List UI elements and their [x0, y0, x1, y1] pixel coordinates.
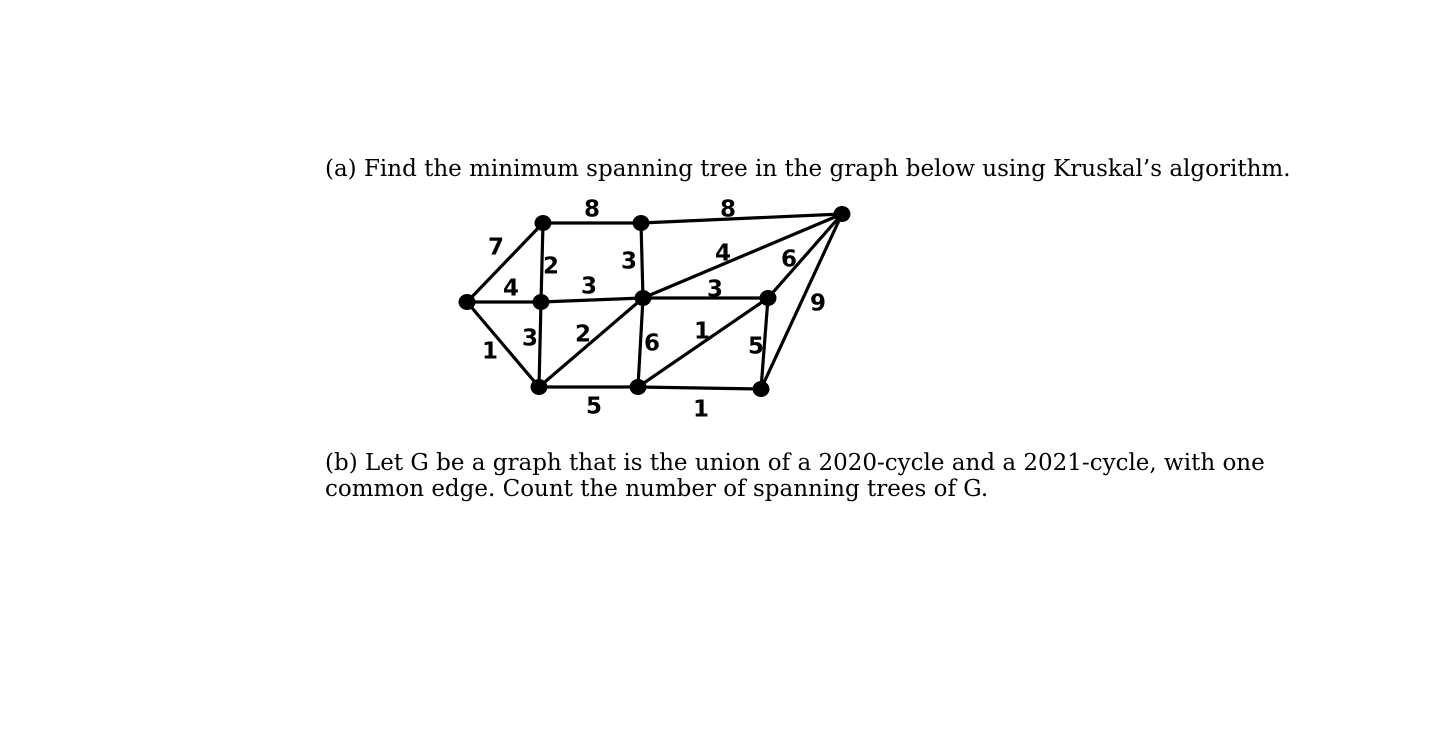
edge-weight-c-b: 8 — [583, 196, 601, 223]
question-part-b-line-2: common edge. Count the number of spanning trees of G. — [325, 476, 989, 502]
vertex-a — [459, 294, 476, 310]
edge-weight-f-g: 5 — [747, 333, 765, 360]
vertex-i — [630, 379, 647, 395]
edge-weight-a-c: 7 — [487, 234, 505, 261]
edge-e-j — [643, 214, 842, 298]
edge-weight-g-j: 9 — [809, 290, 827, 317]
vertex-c — [535, 215, 552, 231]
edge-weight-i-g: 1 — [692, 396, 710, 423]
edge-f-j — [768, 214, 842, 298]
edge-weight-h-e: 2 — [574, 321, 592, 348]
graph-edges — [467, 214, 842, 389]
edge-d-h — [539, 302, 541, 387]
vertex-e — [635, 290, 652, 306]
vertex-d — [533, 294, 550, 310]
edge-weight-f-j: 6 — [780, 246, 798, 273]
vertex-j — [834, 206, 851, 222]
edge-weight-b-e: 3 — [620, 248, 638, 275]
question-part-a: (a) Find the minimum spanning tree in the graph below using Kruskal’s algorithm. — [325, 156, 1291, 182]
vertex-h — [531, 379, 548, 395]
edge-weight-d-h: 3 — [521, 325, 539, 352]
edge-b-e — [641, 223, 643, 298]
edge-weight-c-d: 2 — [542, 253, 560, 280]
edge-b-j — [641, 214, 842, 223]
edge-weight-a-d: 4 — [502, 275, 520, 302]
edge-weight-e-j: 4 — [714, 240, 732, 267]
edge-weight-a-h: 1 — [481, 338, 499, 365]
question-part-b-line-1: (b) Let G be a graph that is the union of a 2020-cycle and a 2021-cycle, with one — [325, 450, 1265, 476]
edge-weight-e-i: 6 — [643, 330, 661, 357]
weighted-graph — [440, 190, 870, 430]
vertex-g — [753, 381, 770, 397]
vertex-f — [760, 290, 777, 306]
question-part-b — [325, 450, 1265, 502]
edge-weight-i-f: 1 — [693, 318, 711, 345]
vertex-b — [633, 215, 650, 231]
edge-weight-e-f: 3 — [706, 276, 724, 303]
edge-weight-d-e: 3 — [580, 273, 598, 300]
edge-i-g — [638, 387, 761, 389]
edge-weight-b-j: 8 — [719, 196, 737, 223]
edge-weight-h-i: 5 — [585, 393, 603, 420]
edge-e-i — [638, 298, 643, 387]
